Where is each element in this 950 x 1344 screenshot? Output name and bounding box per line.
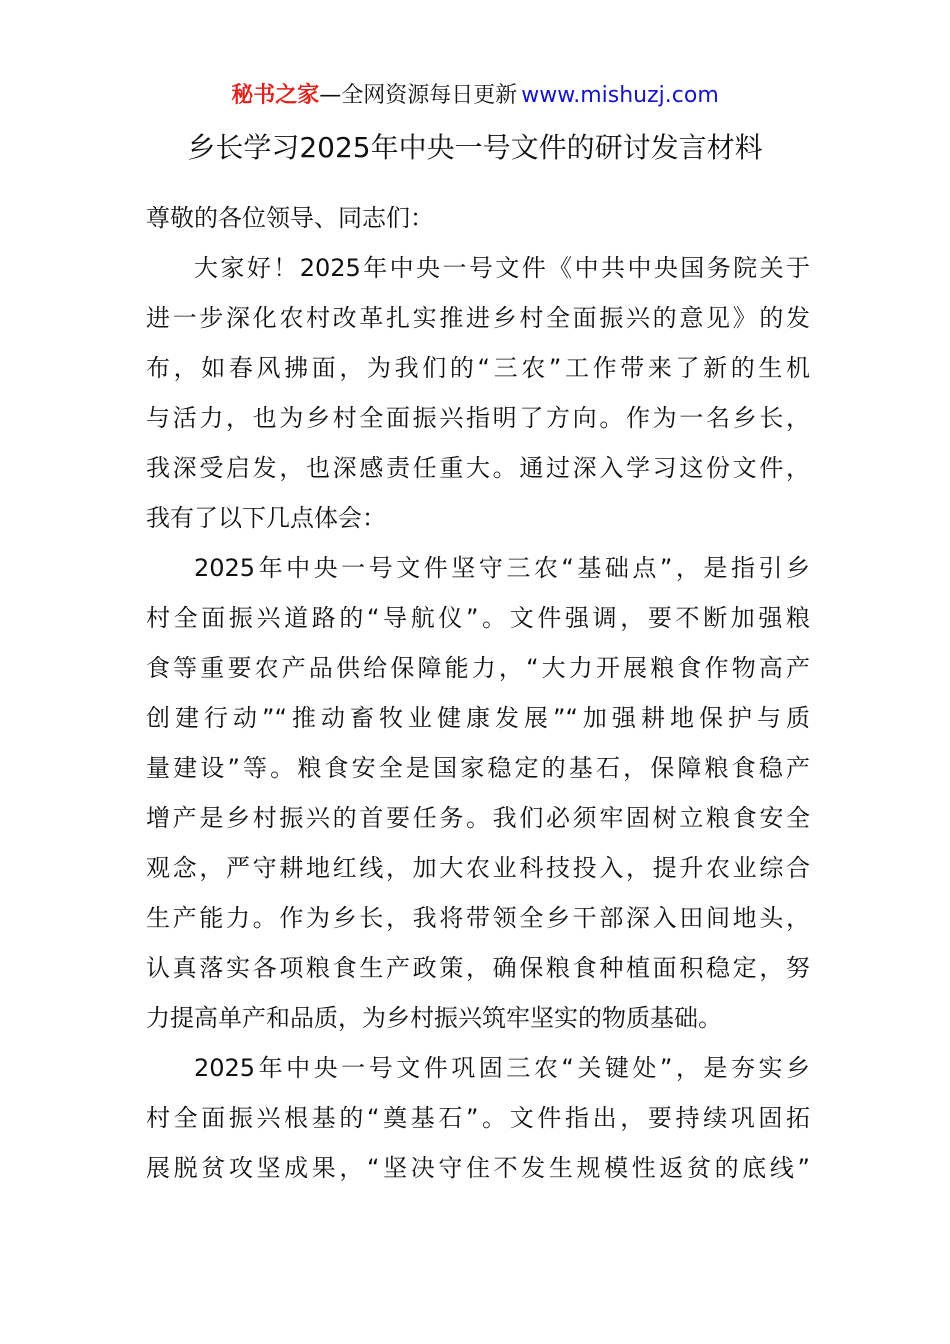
paragraph-line: 我深受启发，也深感责任重大。通过深入学习这份文件， <box>146 454 810 482</box>
paragraph-line: 食等重要农产品供给保障能力，“大力开展粮食作物高产 <box>146 654 810 682</box>
paragraph-line: 村全面振兴根基的“奠基石”。文件指出，要持续巩固拓 <box>146 1104 810 1132</box>
paragraph-line: 布，如春风拂面，为我们的“三农”工作带来了新的生机 <box>146 354 810 382</box>
paragraph-line: 进一步深化农村改革扎实推进乡村全面振兴的意见》的发 <box>146 304 810 332</box>
document-title: 乡长学习2025年中央一号文件的研讨发言材料 <box>187 131 763 164</box>
salutation-line: 尊敬的各位领导、同志们： <box>146 204 434 232</box>
site-url[interactable]: www.mishuzj.com <box>521 83 719 108</box>
header-tagline: —全网资源每日更新 <box>319 83 518 108</box>
paragraph-line: 生产能力。作为乡长，我将带领全乡干部深入田间地头， <box>146 904 810 932</box>
paragraph-line: 大家好！2025年中央一号文件《中共中央国务院关于 <box>194 254 810 282</box>
paragraph-line: 观念，严守耕地红线，加大农业科技投入，提升农业综合 <box>146 854 810 882</box>
paragraph-line: 认真落实各项粮食生产政策，确保粮食种植面积稳定，努 <box>146 954 810 982</box>
paragraph-line: 与活力，也为乡村全面振兴指明了方向。作为一名乡长， <box>146 404 810 432</box>
paragraph-line: 展脱贫攻坚成果，“坚决守住不发生规模性返贫的底线” <box>146 1154 810 1182</box>
site-header <box>0 78 950 114</box>
paragraph-line: 2025年中央一号文件巩固三农“关键处”，是夯实乡 <box>194 1054 810 1082</box>
paragraph-line: 量建设”等。粮食安全是国家稳定的基石，保障粮食稳产 <box>146 754 810 782</box>
paragraph-line: 力提高单产和品质，为乡村振兴筑牢坚实的物质基础。 <box>146 1004 722 1032</box>
paragraph-line: 增产是乡村振兴的首要任务。我们必须牢固树立粮食安全 <box>146 804 810 832</box>
paragraph-line: 村全面振兴道路的“导航仪”。文件强调，要不断加强粮 <box>146 604 810 632</box>
document-body <box>146 193 810 1193</box>
paragraph-line: 我有了以下几点体会： <box>146 504 386 532</box>
paragraph-line: 2025年中央一号文件坚守三农“基础点”，是指引乡 <box>194 554 810 582</box>
paragraph-line: 创建行动”“推动畜牧业健康发展”“加强耕地保护与质 <box>146 704 810 732</box>
brand-name: 秘书之家 <box>231 83 320 108</box>
